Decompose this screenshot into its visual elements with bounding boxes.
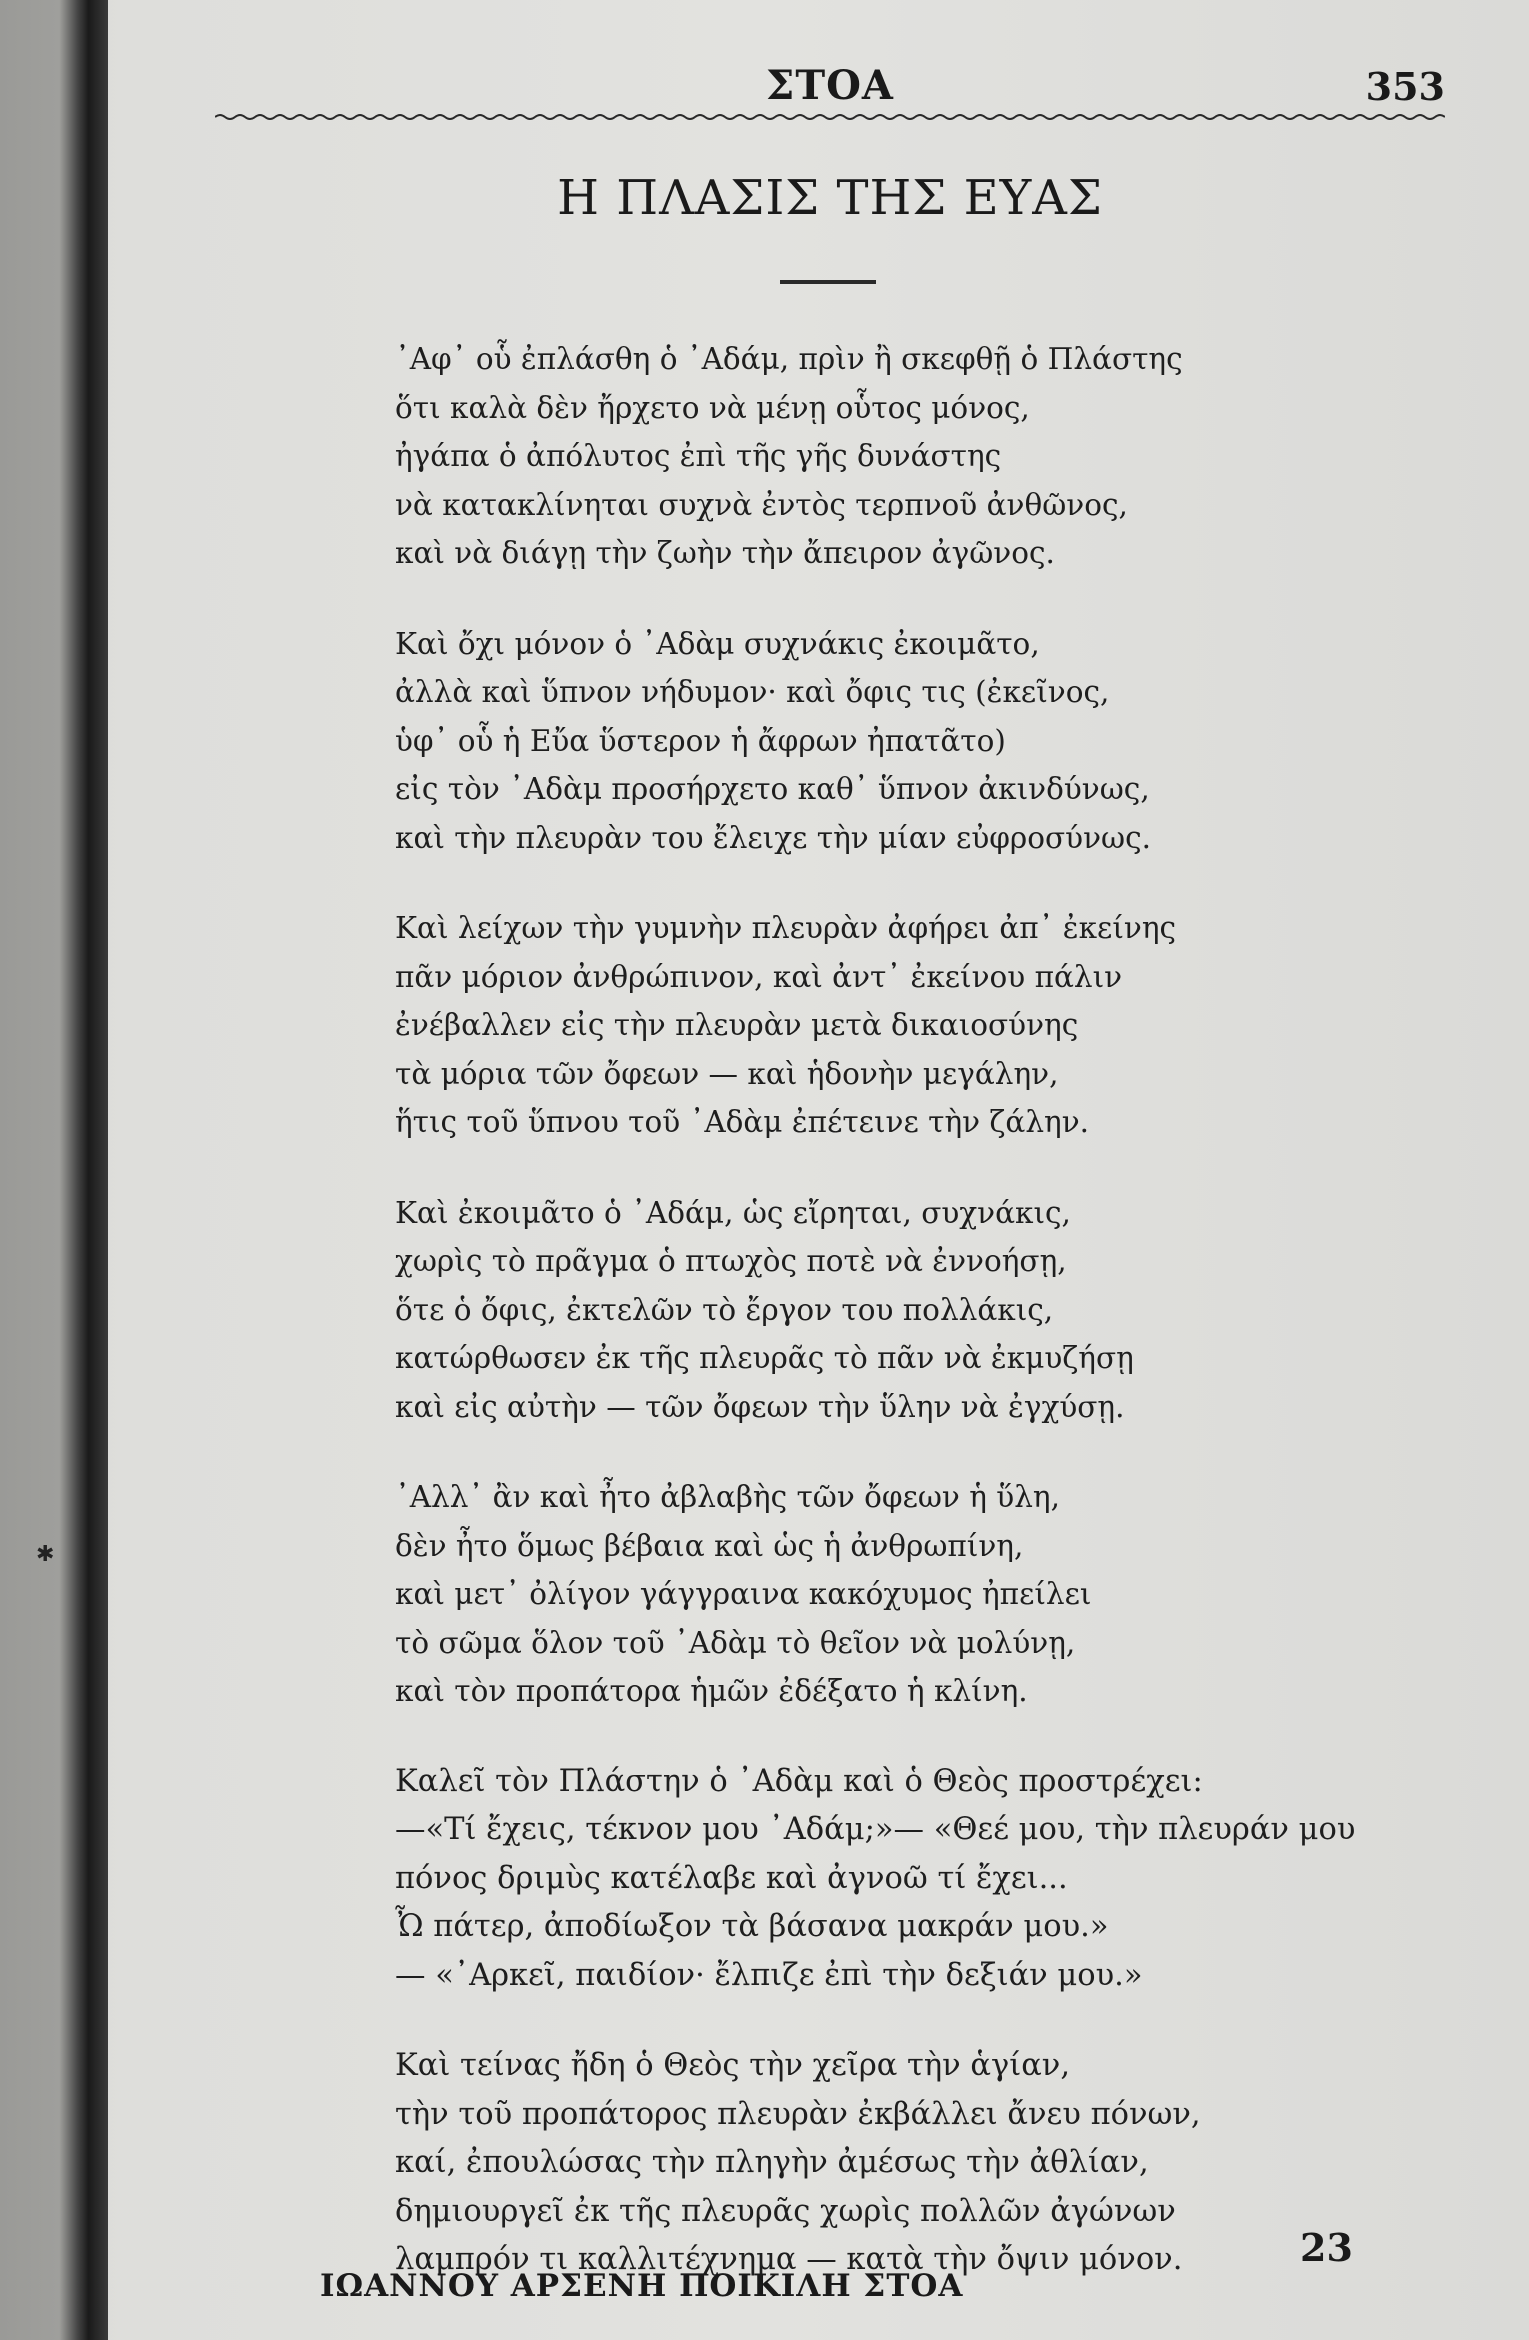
poem-line: —«Τί ἔχεις, τέκνον μου ᾿Αδάμ;»— «Θεέ μου, τὴν πλευράν μου bbox=[395, 1812, 1356, 1847]
poem-line: δὲν ἦτο ὅμως βέβαια καὶ ὡς ἡ ἀνθρωπίνη, bbox=[395, 1528, 1024, 1563]
title-rule bbox=[780, 280, 876, 284]
book-spine-shadow bbox=[0, 0, 108, 2340]
poem-line: ᾿Αλλ᾿ ἂν καὶ ἦτο ἀβλαβὴς τῶν ὄφεων ἡ ὕλη, bbox=[395, 1480, 1060, 1514]
poem-line: ὑφ᾿ οὗ ἡ Εὔα ὕστερον ἡ ἄφρων ἠπατᾶτο) bbox=[395, 723, 1006, 758]
poem-line: ἠγάπα ὁ ἀπόλυτος ἐπὶ τῆς γῆς δυνάστης bbox=[395, 439, 1002, 473]
poem-line: τὸ σῶμα ὅλον τοῦ ᾿Αδὰμ τὸ θεῖον νὰ μολύνῃ, bbox=[395, 1625, 1076, 1660]
poem-line: χωρὶς τὸ πρᾶγμα ὁ πτωχὸς ποτὲ νὰ ἐννοήσῃ, bbox=[395, 1244, 1067, 1278]
poem-line: Καὶ ὄχι μόνον ὁ ᾿Αδὰμ συχνάκις ἐκοιμᾶτο, bbox=[395, 626, 1040, 661]
poem-line: κατώρθωσεν ἐκ τῆς πλευρᾶς τὸ πᾶν νὰ ἐκμυζήσῃ bbox=[395, 1341, 1134, 1375]
poem-line: ὅτε ὁ ὄφις, ἐκτελῶν τὸ ἔργον του πολλάκις, bbox=[395, 1292, 1054, 1327]
stanza bbox=[395, 904, 1425, 1147]
stanza bbox=[395, 335, 1425, 578]
poem-line: τὰ μόρια τῶν ὄφεων — καὶ ἡδονὴν μεγάλην, bbox=[395, 1056, 1059, 1091]
poem-line: πόνος δριμὺς κατέλαβε καὶ ἀγνοῶ τί ἔχει... bbox=[395, 1860, 1068, 1896]
poem-line: ἀλλὰ καὶ ὕπνον νήδυμον· καὶ ὄφις τις (ἐκεῖνος, bbox=[395, 675, 1110, 709]
running-head: ΣΤΟΑ bbox=[766, 62, 894, 109]
poem-line: καὶ μετ᾿ ὀλίγον γάγγραινα κακόχυμος ἠπείλει bbox=[395, 1577, 1092, 1611]
poem-line: — «᾿Αρκεῖ, παιδίον· ἔλπιζε ἐπὶ τὴν δεξιάν μου.» bbox=[395, 1957, 1143, 1993]
header-wavy-rule bbox=[215, 112, 1445, 122]
poem-title: Η ΠΛΑΣΙΣ ΤΗΣ ΕΥΑΣ bbox=[557, 170, 1103, 226]
poem-line: Καλεῖ τὸν Πλάστην ὁ ᾿Αδὰμ καὶ ὁ Θεὸς προστρέχει: bbox=[395, 1763, 1203, 1799]
poem-line: τὴν τοῦ προπάτορος πλευρὰν ἐκβάλλει ἄνευ πόνων, bbox=[395, 2096, 1201, 2132]
poem-line: Καὶ λείχων τὴν γυμνὴν πλευρὰν ἀφήρει ἀπ᾿ ἐκείνης bbox=[395, 911, 1177, 945]
footer-signature: ΙΩΑΝΝΟΥ ΑΡΣΕΝΗ ΠΟΙΚΙΛΗ ΣΤΟΑ bbox=[320, 2268, 964, 2304]
poem-line: Καὶ ἐκοιμᾶτο ὁ ᾿Αδάμ, ὡς εἴρηται, συχνάκις, bbox=[395, 1195, 1071, 1230]
poem-line: ἥτις τοῦ ὕπνου τοῦ ᾿Αδὰμ ἐπέτεινε τὴν ζάλην. bbox=[395, 1105, 1090, 1139]
stanza bbox=[395, 620, 1425, 863]
stanza bbox=[395, 1758, 1425, 2001]
stanza bbox=[395, 1189, 1425, 1432]
poem-line: Ὦ πάτερ, ἀποδίωξον τὰ βάσανα μακράν μου.» bbox=[395, 1909, 1109, 1944]
margin-mark-asterisk-icon: ✱ bbox=[36, 1542, 55, 1567]
poem-line: καὶ τὸν προπάτορα ἡμῶν ἐδέξατο ἡ κλίνη. bbox=[395, 1674, 1028, 1708]
poem-line: δημιουργεῖ ἐκ τῆς πλευρᾶς χωρὶς πολλῶν ἀγώνων bbox=[395, 2193, 1176, 2229]
poem-line: ὅτι καλὰ δὲν ἤρχετο νὰ μένῃ οὗτος μόνος, bbox=[395, 390, 1030, 425]
poem-line: ἐνέβαλλεν εἰς τὴν πλευρὰν μετὰ δικαιοσύνης bbox=[395, 1008, 1079, 1042]
gathering-number: 23 bbox=[1300, 2225, 1353, 2270]
stanza bbox=[395, 1473, 1425, 1716]
poem-body bbox=[395, 335, 1425, 2327]
poem-line: εἰς τὸν ᾿Αδὰμ προσήρχετο καθ᾿ ὕπνον ἀκινδύνως, bbox=[395, 772, 1150, 806]
poem-line: καὶ τὴν πλευρὰν του ἔλειχε τὴν μίαν εὐφροσύνως. bbox=[395, 820, 1151, 855]
poem-line: νὰ κατακλίνηται συχνὰ ἐντὸς τερπνοῦ ἀνθῶνος, bbox=[395, 487, 1128, 522]
poem-line: Καὶ τείνας ἤδη ὁ Θεὸς τὴν χεῖρα τὴν ἁγίαν, bbox=[395, 2048, 1071, 2083]
page-header bbox=[215, 62, 1445, 112]
poem-line: καὶ εἰς αὐτὴν — τῶν ὄφεων τὴν ὕλην νὰ ἐγχύσῃ. bbox=[395, 1389, 1125, 1424]
poem-line: ᾿Αφ᾿ οὗ ἐπλάσθη ὁ ᾿Αδάμ, πρὶν ἢ σκεφθῇ ὁ Πλάστης bbox=[395, 342, 1183, 376]
poem-line: λαμπρόν τι καλλιτέχνημα — κατὰ τὴν ὄψιν μόνον. bbox=[395, 2242, 1183, 2277]
stanza bbox=[395, 2042, 1425, 2285]
poem-line: καί, ἐπουλώσας τὴν πληγὴν ἀμέσως τὴν ἀθλίαν, bbox=[395, 2145, 1149, 2180]
page-number: 353 bbox=[1365, 64, 1445, 109]
poem-line: καὶ νὰ διάγῃ τὴν ζωὴν τὴν ἄπειρον ἀγῶνος. bbox=[395, 536, 1055, 570]
poem-line: πᾶν μόριον ἀνθρώπινον, καὶ ἀντ᾿ ἐκείνου πάλιν bbox=[395, 959, 1123, 994]
